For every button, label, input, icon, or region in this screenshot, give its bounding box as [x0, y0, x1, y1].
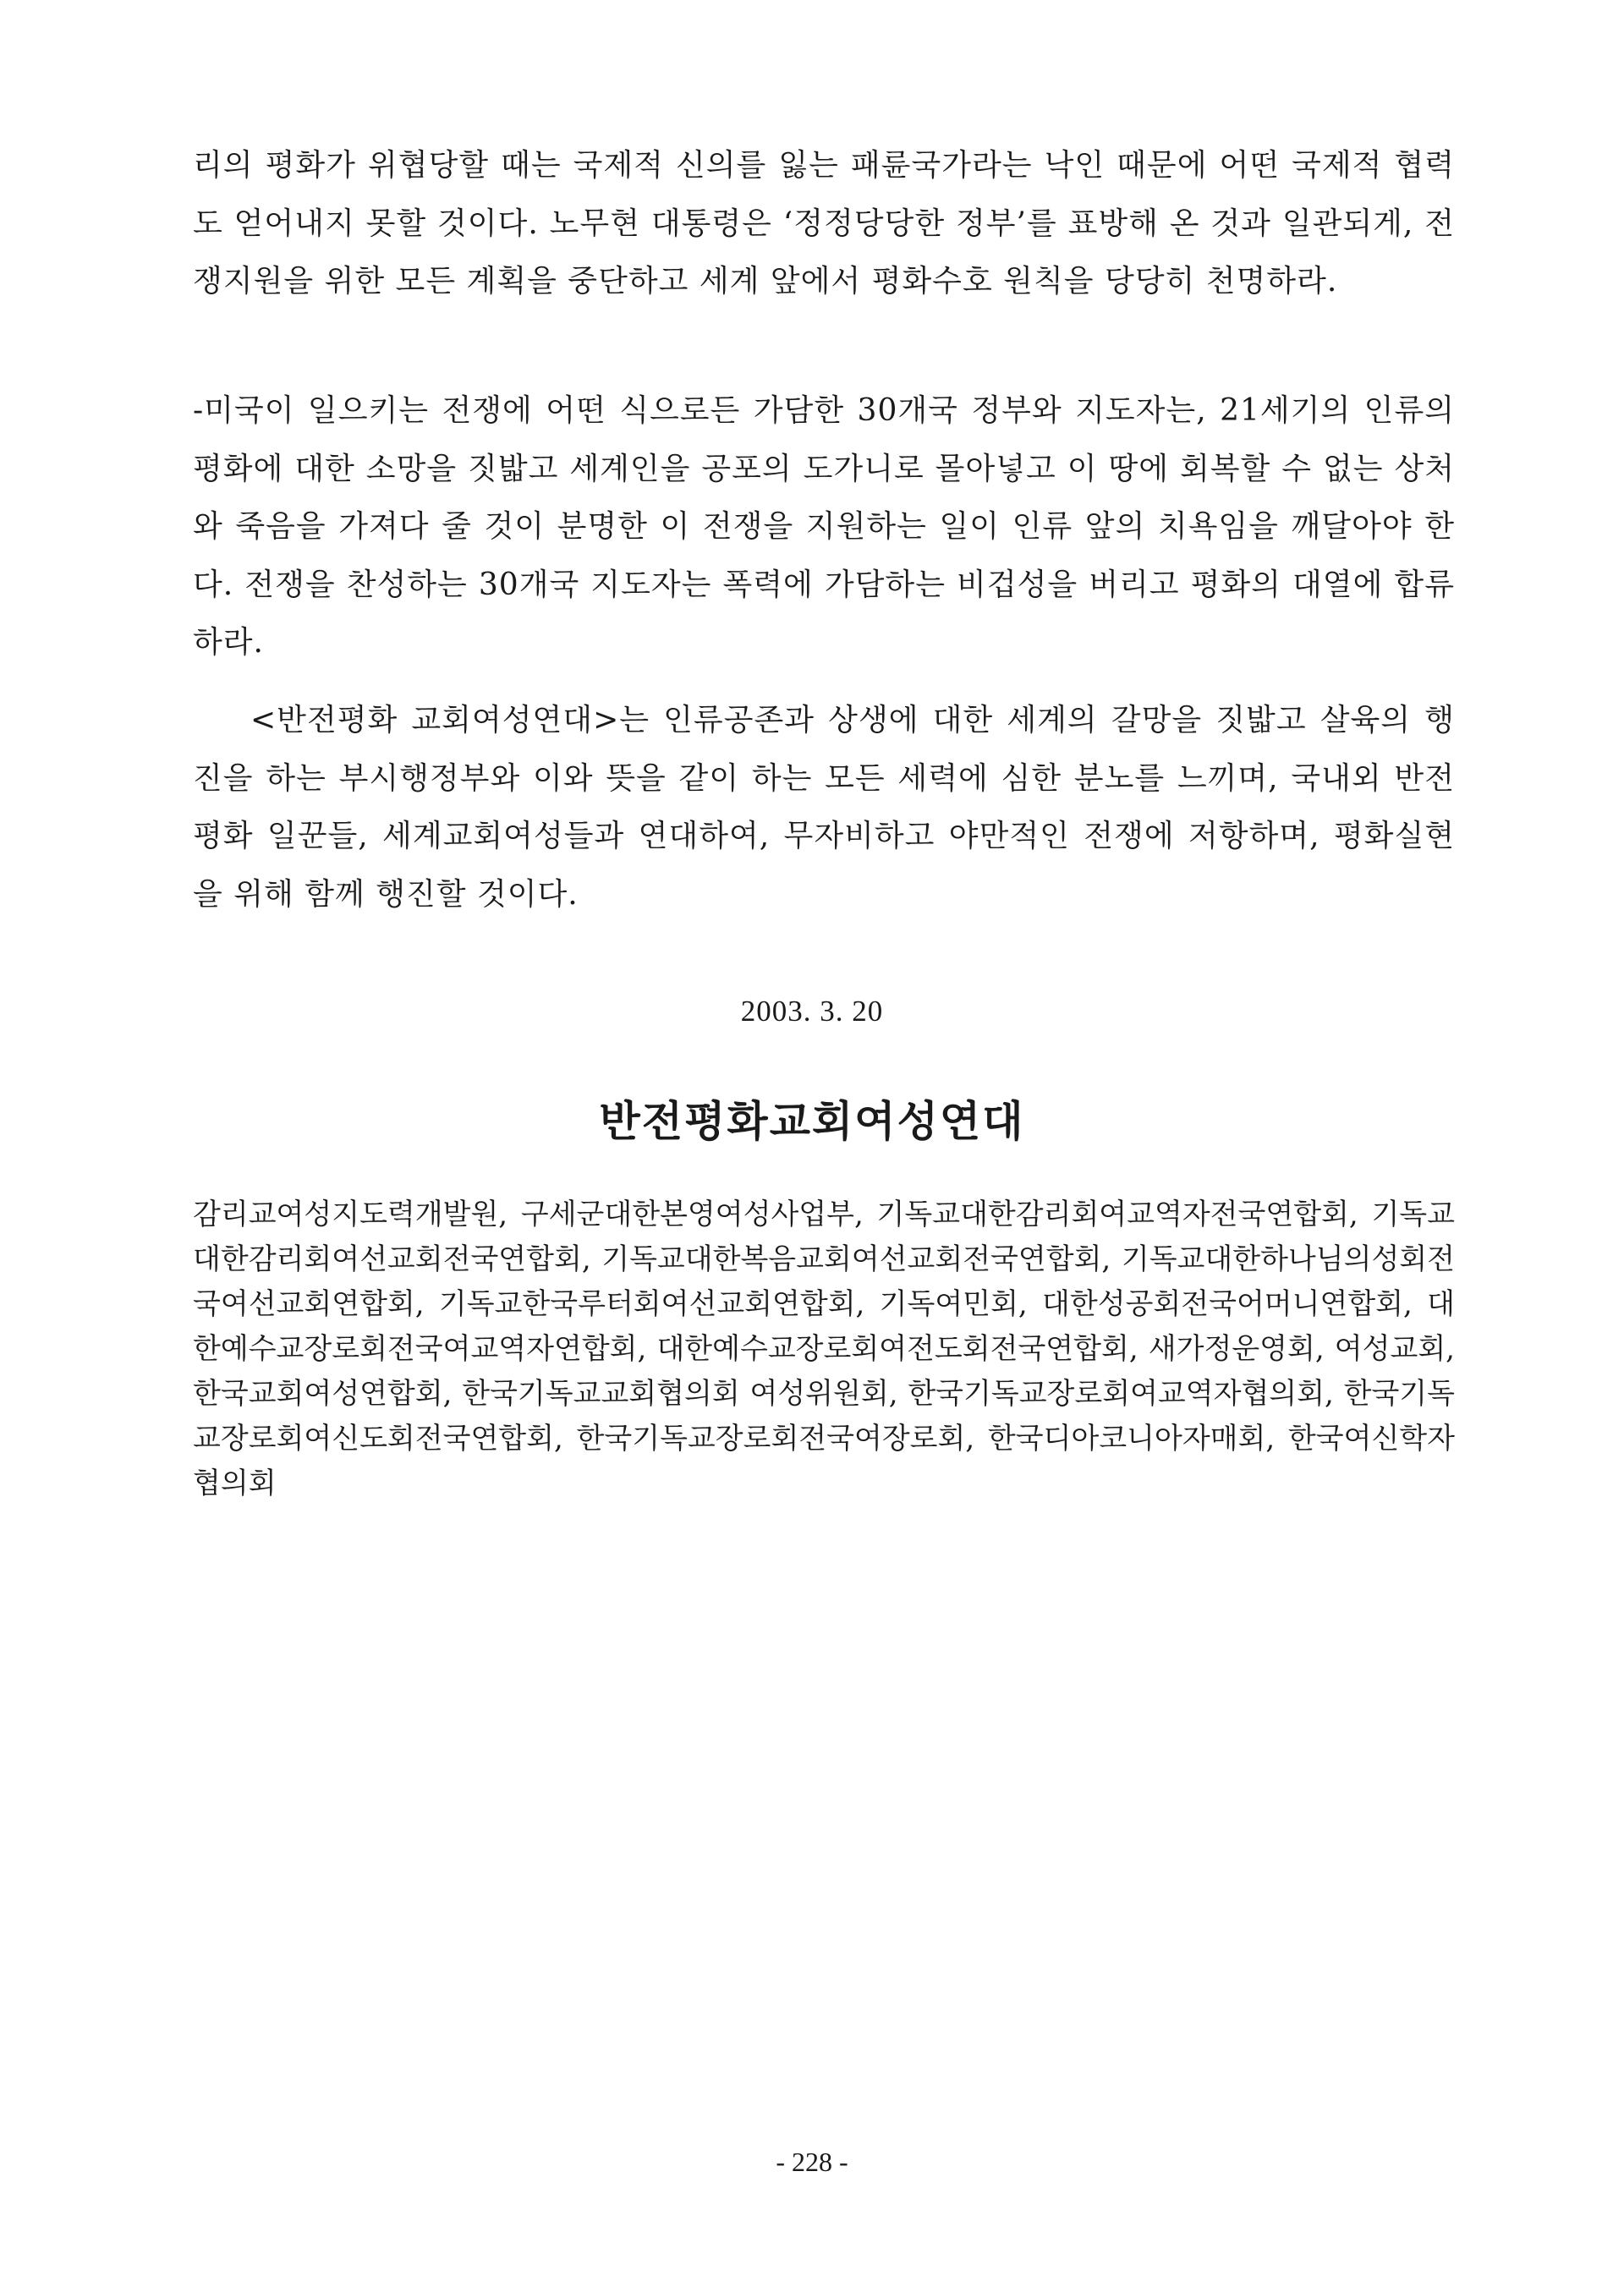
body-paragraph-1: 리의 평화가 위협당할 때는 국제적 신의를 잃는 패륜국가라는 낙인 때문에 어떤 국제적 협력도 얻어내지 못할 것이다. 노무현 대통령은 ‘정정당당한 정부’를 표방해 온 것과 일관되게, 전쟁지원을 위한 모든 계획을 중단하고 세계 앞에서 평화수호 원칙을 당당히 천명하라. — [193, 148, 1455, 299]
body-paragraph-2: -미국이 일으키는 전쟁에 어떤 식으로든 가담한 30개국 정부와 지도자는, 21세기의 인류의 평화에 대한 소망을 짓밟고 세계인을 공포의 도가니로 몰아넣고 이 땅에 회복할 수 없는 상처와 죽음을 가져다 줄 것이 분명한 이 전쟁을 지원하는 일이 인류 앞의 치욕임을 깨달아야 한다. 전쟁을 찬성하는 30개국 지도자는 폭력에 가담하는 비겁성을 버리고 평화의 대열에 합류하라. — [193, 393, 1455, 660]
statement-date: 2003. 3. 20 — [740, 995, 884, 1028]
organization-name: 반전평화교회여성연대 — [599, 1096, 1025, 1146]
member-organizations-list: 감리교여성지도력개발원, 구세군대한본영여성사업부, 기독교대한감리회여교역자전국연합회, 기독교대한감리회여선교회전국연합회, 기독교대한복음교회여선교회전국연합회, 기독교대한하나님의성회전국여선교회연합회, 기독교한국루터회여선교회연합회, 기독여민회, 대한성공회전국어머니연합회, 대한예수교장로회전국여교역자연합회, 대한예수교장로회여전도회전국연합회, 새가정운영회, 여성교회, 한국교회여성연합회, 한국기독교교회협의회 여성위원회, 한국기독교장로회여교역자협의회, 한국기독교장로회여신도회전국연합회, 한국기독교장로회전국여장로회, 한국디아코니아자매회, 한국여신학자협의회 — [193, 1198, 1455, 1500]
body-paragraph-3: <반전평화 교회여성연대>는 인류공존과 상생에 대한 세계의 갈망을 짓밟고 살육의 행진을 하는 부시행정부와 이와 뜻을 같이 하는 모든 세력에 심한 분노를 느끼며, 국내외 반전평화 일꾼들, 세계교회여성들과 연대하여, 무자비하고 야만적인 전쟁에 저항하며, 평화실현을 위해 함께 행진할 것이다. — [193, 703, 1455, 912]
page-number: - 228 - — [776, 2147, 848, 2177]
